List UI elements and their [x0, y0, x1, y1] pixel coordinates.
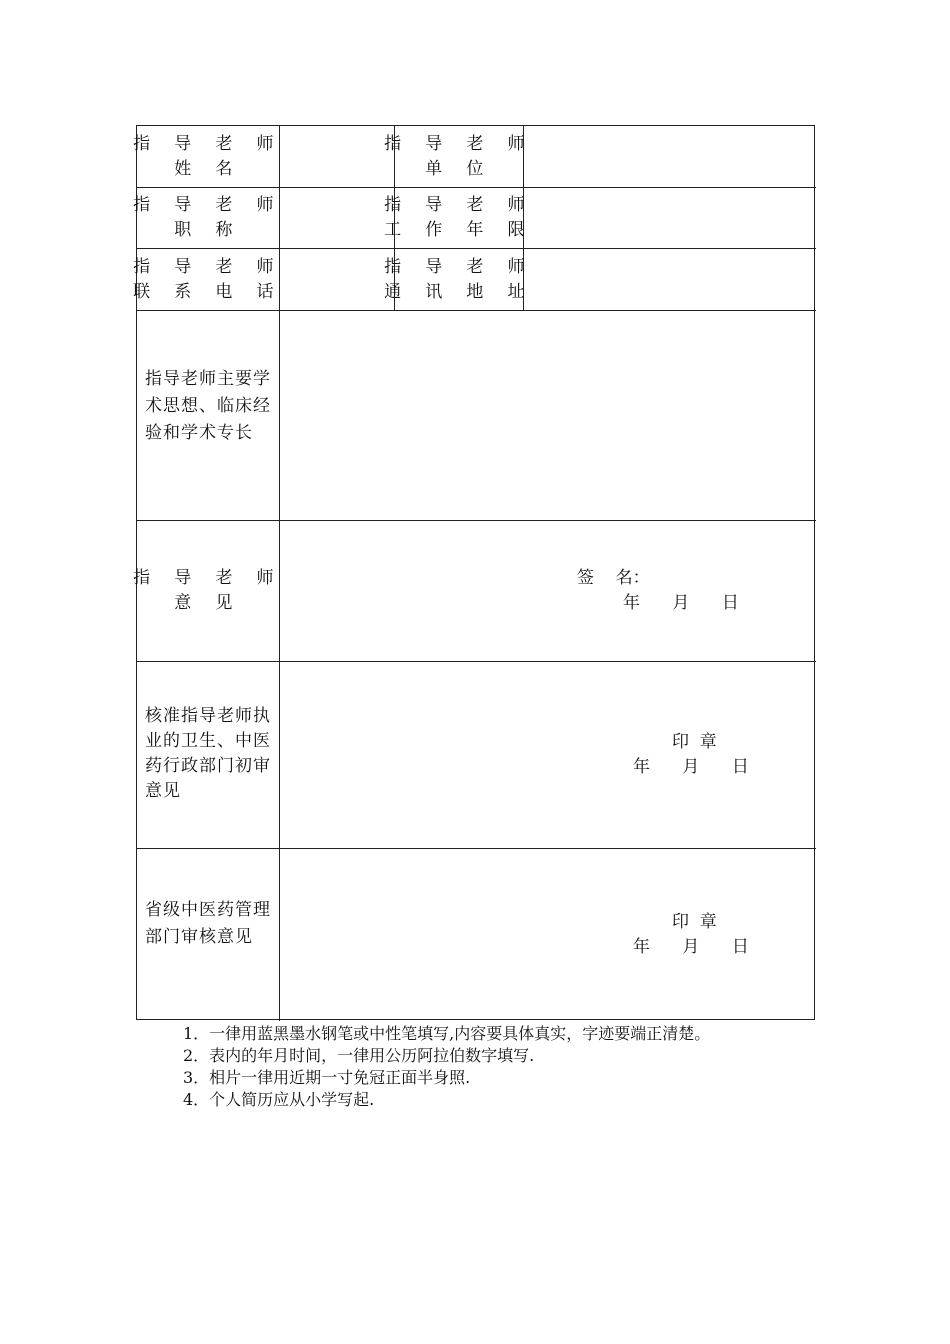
provincial-review-label: 省级中医药管理部门审核意见: [145, 900, 271, 947]
teacher-years-label: 指 导 老 师 工 作 年 限: [384, 195, 534, 240]
teacher-title-label: 指 导 老 师 职 称: [133, 195, 283, 240]
academic-expertise-field[interactable]: [280, 311, 816, 520]
instruction-item: 2．表内的年月时间，一律用公历阿拉伯数字填写.: [183, 1046, 535, 1065]
initial-review-date: 年 月 日: [633, 757, 749, 777]
filling-instructions: [183, 1023, 710, 1111]
teacher-address-field[interactable]: [524, 249, 816, 310]
teacher-name-field[interactable]: [280, 126, 394, 187]
teacher-title-field[interactable]: [280, 188, 394, 248]
teacher-opinion-label: 指 导 老 师 意 见: [133, 568, 283, 613]
teacher-address-label: 指 导 老 师 通 讯 地 址: [384, 256, 534, 302]
teacher-years-field[interactable]: [524, 188, 816, 248]
teacher-name-label: 指 导 老 师 姓 名: [133, 133, 283, 179]
initial-review-label: 核准指导老师执业的卫生、中医药行政部门初审意见: [145, 706, 271, 801]
teacher-unit-field[interactable]: [524, 126, 816, 187]
opinion-date: 年 月 日: [623, 593, 739, 613]
signature-label: 签 名：: [577, 568, 650, 588]
instruction-item: 1．一律用蓝黑墨水钢笔或中性笔填写,内容要具体真实，字迹要端正清楚。: [183, 1024, 711, 1043]
provincial-review-seal: 印 章: [672, 912, 717, 932]
academic-expertise-label: 指导老师主要学术思想、临床经验和学术专长: [145, 369, 271, 443]
teacher-phone-field[interactable]: [280, 249, 394, 310]
instruction-item: 4．个人简历应从小学写起.: [183, 1090, 375, 1109]
application-form-table: [133, 125, 815, 1020]
initial-review-seal: 印 章: [672, 732, 717, 752]
instruction-item: 3．相片一律用近期一寸免冠正面半身照.: [183, 1068, 471, 1087]
teacher-unit-label: 指 导 老 师 单 位: [384, 133, 534, 179]
teacher-phone-label: 指 导 老 师 联 系 电 话: [133, 256, 283, 302]
provincial-review-date: 年 月 日: [633, 937, 749, 957]
